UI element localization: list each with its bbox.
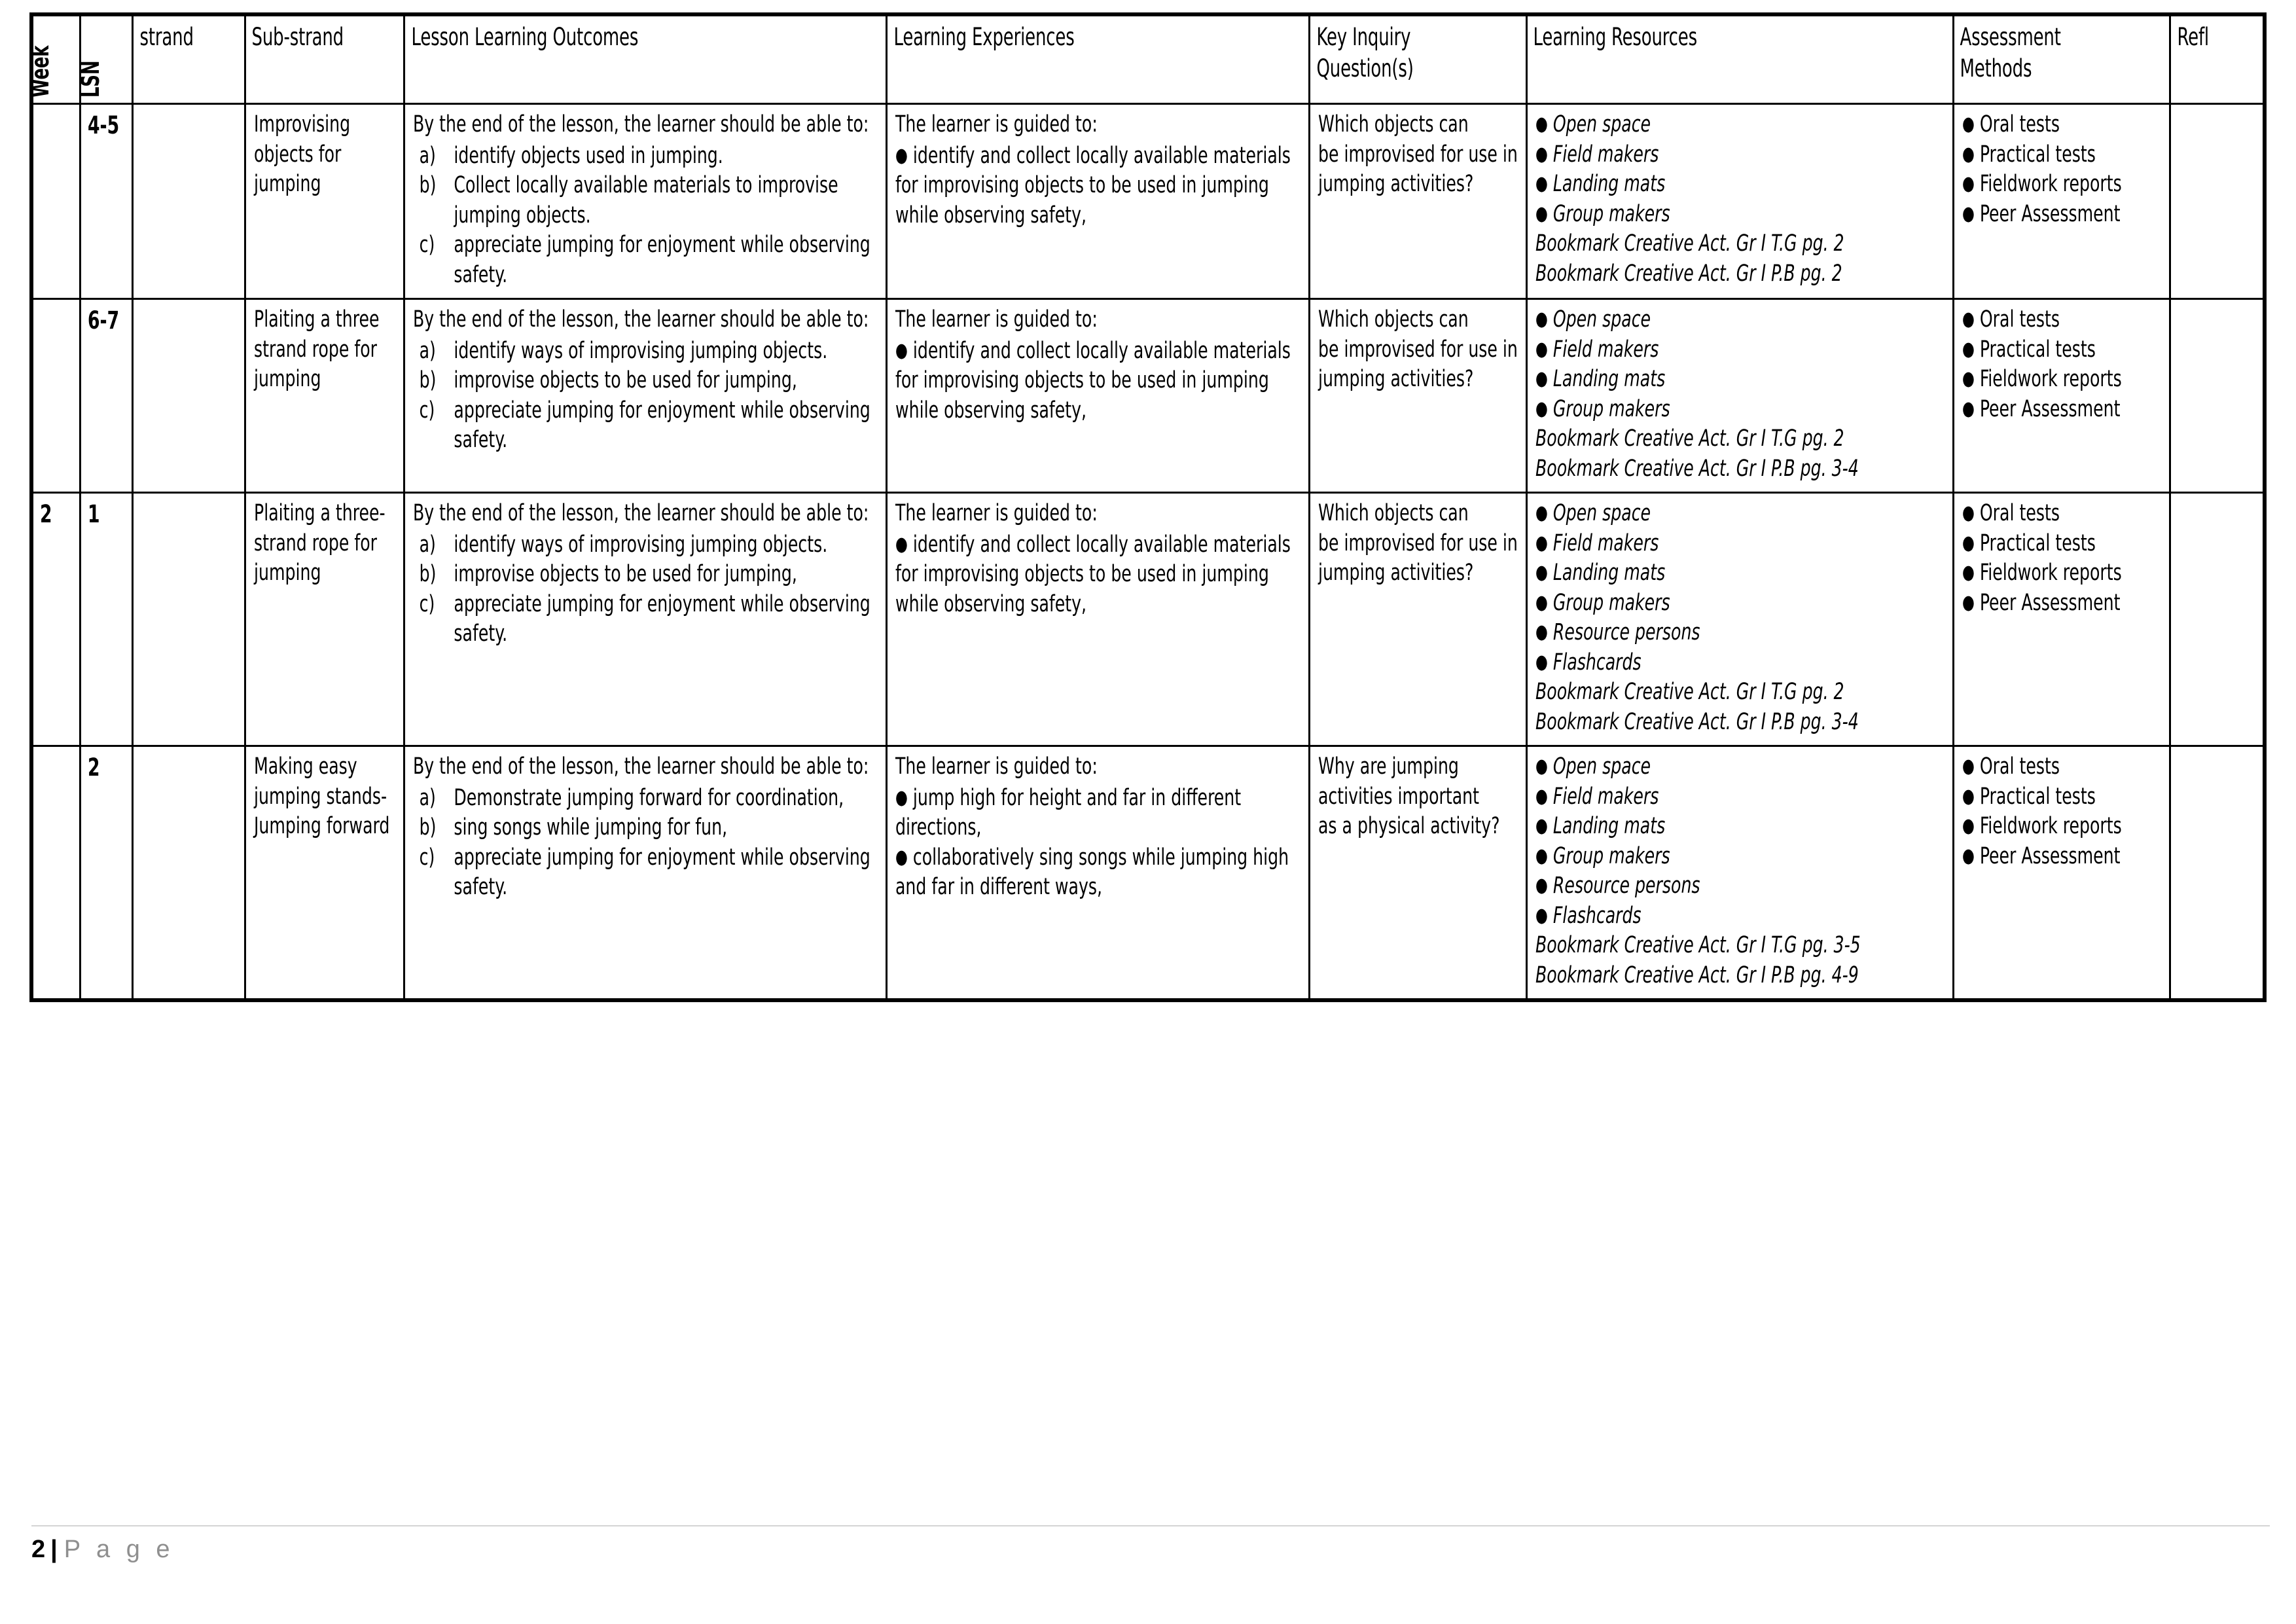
key-inquiry-line: as a physical activity? — [1318, 813, 1500, 839]
cell-learning-experiences — [887, 746, 1310, 1000]
resource-text: Field makers — [1552, 141, 1659, 168]
key-inquiry-line: be improvised for use in jumping activities? — [1318, 336, 1518, 392]
outcomes-list — [413, 530, 879, 649]
bullet-icon: ● — [895, 785, 908, 809]
cell-key-inquiry-question — [1310, 493, 1527, 746]
bullet-icon: ● — [1535, 172, 1548, 195]
resource-reference: Bookmark Creative Act. Gr I T.G pg. 2 — [1535, 230, 1844, 257]
key-inquiry-line: Why are jumping activities important — [1318, 753, 1480, 810]
assessment-text: Peer Assessment — [1979, 395, 2121, 422]
assessment-item — [1962, 110, 2163, 140]
experience-text: jump high for height and far in different directions, — [895, 784, 1242, 840]
outcomes-list — [413, 336, 879, 456]
resource-text: Field makers — [1552, 336, 1659, 363]
assessment-text: Fieldwork reports — [1979, 813, 2122, 839]
assessment-list — [1962, 110, 2163, 229]
bullet-icon: ● — [1535, 337, 1548, 361]
table-header-row — [33, 16, 2264, 104]
outcome-text: improvise objects to be used for jumping, — [454, 367, 797, 393]
assessment-text: Oral tests — [1979, 753, 2060, 780]
bullet-icon: ● — [1962, 561, 1975, 584]
experiences-intro: The learner is guided to: — [895, 306, 1098, 333]
assessment-list — [1962, 752, 2163, 871]
assessment-item — [1962, 305, 2163, 335]
assessment-text: Practical tests — [1979, 336, 2096, 363]
bullet-icon: ● — [1535, 561, 1548, 584]
table-row — [33, 746, 2264, 1000]
outcome-text: identify objects used in jumping. — [454, 142, 723, 169]
bullet-icon: ● — [1535, 113, 1548, 135]
outcomes-intro: By the end of the lesson, the learner should be able to: — [413, 306, 869, 333]
page-footer — [31, 1525, 2270, 1562]
bullet-icon: ● — [1962, 202, 1975, 225]
outcomes-intro: By the end of the lesson, the learner should be able to: — [413, 753, 869, 780]
assessment-text: Peer Assessment — [1979, 200, 2121, 227]
resource-text: Field makers — [1552, 783, 1659, 810]
resource-item — [1535, 365, 1946, 395]
assessment-text: Oral tests — [1979, 111, 2060, 137]
bullet-icon: ● — [1535, 874, 1548, 897]
resource-item — [1535, 618, 1946, 648]
resource-item — [1535, 170, 1946, 200]
bullet-icon: ● — [1535, 755, 1548, 778]
assessment-text: Oral tests — [1979, 306, 2060, 333]
outcome-marker: c) — [419, 232, 435, 258]
bullet-icon: ● — [1535, 650, 1548, 674]
outcome-item — [413, 560, 879, 590]
cell-lesson-learning-outcomes — [404, 746, 887, 1000]
assessment-text: Fieldwork reports — [1979, 171, 2122, 197]
assessment-item — [1962, 335, 2163, 365]
resource-item — [1535, 812, 1946, 842]
outcomes-intro: By the end of the lesson, the learner should be able to: — [413, 500, 869, 526]
outcome-marker: b) — [419, 561, 437, 587]
bullet-icon: ● — [1962, 531, 1975, 554]
experience-item — [895, 141, 1302, 231]
cell-refl — [2170, 746, 2264, 1000]
bullet-icon: ● — [1535, 202, 1548, 225]
key-inquiry-line: Which objects can — [1318, 500, 1469, 526]
cell-week — [33, 746, 81, 1000]
cell-key-inquiry-question — [1310, 746, 1527, 1000]
cell-learning-resources — [1526, 104, 1953, 299]
outcome-item — [413, 336, 879, 367]
outcome-text: appreciate jumping for enjoyment while observing safety. — [454, 397, 870, 453]
cell-assessment-methods — [1953, 104, 2170, 299]
cell-assessment-methods — [1953, 493, 2170, 746]
resource-text: Group makers — [1552, 200, 1670, 227]
cell-lesson-learning-outcomes — [404, 104, 887, 299]
outcome-item — [413, 366, 879, 396]
experience-item — [895, 784, 1302, 843]
resource-reference: Bookmark Creative Act. Gr I T.G pg. 3-5 — [1535, 932, 1861, 958]
assessment-item — [1962, 558, 2163, 588]
key-inquiry-line: be improvised for use in jumping activities? — [1318, 141, 1518, 197]
outcome-marker: a) — [419, 337, 437, 364]
assessment-item — [1962, 782, 2163, 812]
cell-learning-experiences — [887, 493, 1310, 746]
outcome-marker: c) — [419, 397, 435, 424]
outcomes-list — [413, 141, 879, 291]
resource-item — [1535, 558, 1946, 588]
bullet-icon: ● — [1962, 814, 1975, 837]
cell-lsn: 4-5 — [81, 104, 133, 299]
outcome-item — [413, 813, 879, 843]
outcome-text: appreciate jumping for enjoyment while observing safety. — [454, 844, 870, 900]
column-header-week-label: Week — [26, 45, 54, 98]
cell-sub-strand: Improvising objects for jumping — [245, 104, 404, 299]
assessment-item — [1962, 842, 2163, 872]
resource-reference: Bookmark Creative Act. Gr I P.B pg. 2 — [1535, 260, 1842, 287]
key-inquiry-line: Which objects can — [1318, 306, 1469, 333]
resource-text: Group makers — [1552, 589, 1670, 616]
footer-page-word: P a g e — [63, 1536, 175, 1563]
cell-refl — [2170, 493, 2264, 746]
column-header-assessment-methods: Assessment Methods — [1953, 16, 2123, 104]
experiences-intro: The learner is guided to: — [895, 111, 1098, 137]
cell-sub-strand: Plaiting a three strand rope for jumping — [245, 299, 404, 493]
table-row — [33, 299, 2264, 493]
assessment-item — [1962, 588, 2163, 619]
assessment-text: Fieldwork reports — [1979, 366, 2122, 392]
cell-assessment-methods — [1953, 299, 2170, 493]
outcome-marker: a) — [419, 142, 437, 169]
resource-item — [1535, 140, 1946, 170]
resource-item — [1535, 648, 1946, 678]
experiences-list — [895, 336, 1302, 426]
outcome-text: identify ways of improvising jumping objects. — [454, 531, 828, 558]
experience-text: identify and collect locally available materials for improvising objects to be used in jumping while observing safety, — [895, 531, 1291, 617]
column-header-lsn-label: LSN — [76, 60, 105, 98]
outcome-marker: b) — [419, 172, 437, 198]
assessment-item — [1962, 395, 2163, 425]
bullet-icon: ● — [1535, 397, 1548, 420]
experiences-intro: The learner is guided to: — [895, 753, 1098, 780]
bullet-icon: ● — [895, 845, 908, 869]
cell-learning-experiences — [887, 299, 1310, 493]
table-row — [33, 104, 2264, 299]
cell-lsn: 1 — [81, 493, 133, 746]
resource-text: Open space — [1552, 500, 1651, 526]
resource-text: Open space — [1552, 306, 1651, 333]
assessment-list — [1962, 305, 2163, 424]
bullet-icon: ● — [895, 338, 908, 362]
assessment-text: Practical tests — [1979, 530, 2096, 556]
resource-text: Resource persons — [1552, 619, 1700, 645]
bullet-icon: ● — [1962, 755, 1975, 778]
resource-reference: Bookmark Creative Act. Gr I P.B pg. 4-9 — [1535, 962, 1859, 988]
cell-learning-resources — [1526, 299, 1953, 493]
cell-key-inquiry-question — [1310, 104, 1527, 299]
column-header-learning-resources: Learning Resources — [1526, 16, 1859, 104]
resource-text: Landing mats — [1552, 560, 1666, 586]
bullet-icon: ● — [1535, 784, 1548, 808]
resource-text: Landing mats — [1552, 366, 1666, 392]
resource-item — [1535, 782, 1946, 812]
resource-text: Group makers — [1552, 395, 1670, 422]
outcome-text: identify ways of improvising jumping objects. — [454, 337, 828, 364]
footer-page-number: 2 — [31, 1536, 46, 1563]
outcome-marker: b) — [419, 814, 437, 840]
column-header-lsn — [76, 16, 133, 104]
resource-item — [1535, 499, 1946, 529]
resource-text: Open space — [1552, 753, 1651, 780]
resource-item — [1535, 529, 1946, 559]
assessment-item — [1962, 200, 2163, 230]
cell-key-inquiry-question — [1310, 299, 1527, 493]
bullet-icon: ● — [1962, 590, 1975, 614]
cell-lesson-learning-outcomes — [404, 299, 887, 493]
assessment-text: Peer Assessment — [1979, 589, 2121, 616]
assessment-list — [1962, 499, 2163, 618]
outcome-item — [413, 590, 879, 649]
experiences-list — [895, 530, 1302, 620]
bullet-icon: ● — [1962, 142, 1975, 166]
assessment-text: Practical tests — [1979, 783, 2096, 810]
resource-reference: Bookmark Creative Act. Gr I P.B pg. 3-4 — [1535, 455, 1859, 482]
experience-text: identify and collect locally available materials for improvising objects to be used in jumping while observing safety, — [895, 337, 1291, 424]
outcome-item — [413, 843, 879, 903]
footer-text — [31, 1537, 2270, 1562]
bullet-icon: ● — [895, 143, 908, 167]
resource-text: Resource persons — [1552, 873, 1700, 899]
resource-item — [1535, 901, 1946, 931]
resources-list — [1535, 499, 1946, 677]
outcome-item — [413, 530, 879, 560]
resource-reference: Bookmark Creative Act. Gr I T.G pg. 2 — [1535, 679, 1844, 705]
column-header-sub-strand: Sub-strand — [245, 16, 369, 104]
resource-text: Field makers — [1552, 530, 1659, 556]
cell-week — [33, 299, 81, 493]
experience-text: collaboratively sing songs while jumping high and far in different ways, — [895, 844, 1289, 900]
bullet-icon: ● — [1535, 844, 1548, 867]
cell-lsn: 6-7 — [81, 299, 133, 493]
experience-item — [895, 843, 1302, 903]
bullet-icon: ● — [1535, 531, 1548, 554]
table-row — [33, 493, 2264, 746]
assessment-item — [1962, 752, 2163, 782]
cell-assessment-methods — [1953, 746, 2170, 1000]
cell-sub-strand: Making easy jumping stands-Jumping forward — [245, 746, 404, 1000]
key-inquiry-line: Which objects can — [1318, 111, 1469, 137]
cell-learning-resources — [1526, 493, 1953, 746]
assessment-item — [1962, 529, 2163, 559]
outcome-marker: a) — [419, 531, 437, 558]
assessment-item — [1962, 365, 2163, 395]
resources-list — [1535, 752, 1946, 931]
column-header-strand: strand — [133, 16, 221, 104]
outcomes-list — [413, 784, 879, 903]
cell-learning-experiences — [887, 104, 1310, 299]
bullet-icon: ● — [1535, 501, 1548, 524]
experience-item — [895, 336, 1302, 426]
outcome-text: sing songs while jumping for fun, — [454, 814, 728, 840]
bullet-icon: ● — [1962, 844, 1975, 867]
column-header-lesson-learning-outcomes: Lesson Learning Outcomes — [404, 16, 781, 104]
bullet-icon: ● — [1535, 142, 1548, 166]
bullet-icon: ● — [1962, 397, 1975, 420]
resource-item — [1535, 752, 1946, 782]
bullet-icon: ● — [1535, 903, 1548, 927]
resource-item — [1535, 110, 1946, 140]
footer-divider — [31, 1525, 2270, 1526]
assessment-item — [1962, 140, 2163, 170]
cell-strand — [133, 104, 245, 299]
column-header-learning-experiences: Learning Experiences — [887, 16, 1217, 104]
assessment-text: Fieldwork reports — [1979, 560, 2122, 586]
bullet-icon: ● — [1535, 308, 1548, 331]
cell-learning-resources — [1526, 746, 1953, 1000]
cell-lesson-learning-outcomes — [404, 493, 887, 746]
outcome-marker: c) — [419, 590, 435, 617]
outcome-item — [413, 230, 879, 290]
assessment-text: Practical tests — [1979, 141, 2096, 168]
resource-item — [1535, 200, 1946, 230]
resource-text: Group makers — [1552, 842, 1670, 869]
outcome-marker: c) — [419, 844, 435, 871]
outcomes-intro: By the end of the lesson, the learner should be able to: — [413, 111, 869, 137]
assessment-text: Peer Assessment — [1979, 842, 2121, 869]
outcome-item — [413, 396, 879, 456]
resource-reference: Bookmark Creative Act. Gr I T.G pg. 2 — [1535, 425, 1844, 452]
cell-refl — [2170, 104, 2264, 299]
bullet-icon: ● — [1962, 113, 1975, 135]
resource-text: Flashcards — [1552, 649, 1641, 676]
bullet-icon: ● — [1535, 367, 1548, 390]
bullet-icon: ● — [1962, 172, 1975, 195]
resources-list — [1535, 305, 1946, 424]
bullet-icon: ● — [1535, 590, 1548, 614]
cell-lsn: 2 — [81, 746, 133, 1000]
experience-item — [895, 530, 1302, 620]
resource-item — [1535, 588, 1946, 619]
cell-strand — [133, 493, 245, 746]
cell-sub-strand: Plaiting a three-strand rope for jumping — [245, 493, 404, 746]
column-header-refl: Refl — [2170, 16, 2244, 104]
outcome-item — [413, 141, 879, 171]
experiences-intro: The learner is guided to: — [895, 500, 1098, 526]
outcome-text: appreciate jumping for enjoyment while observing safety. — [454, 232, 870, 288]
bullet-icon: ● — [1535, 621, 1548, 643]
resource-item — [1535, 335, 1946, 365]
outcome-text: Demonstrate jumping forward for coordination, — [454, 784, 844, 811]
resources-list — [1535, 110, 1946, 229]
resource-item — [1535, 842, 1946, 872]
resource-text: Landing mats — [1552, 813, 1666, 839]
outcome-item — [413, 784, 879, 814]
bullet-icon: ● — [1535, 814, 1548, 837]
bullet-icon: ● — [1962, 367, 1975, 390]
outcome-marker: a) — [419, 784, 437, 811]
resource-text: Landing mats — [1552, 171, 1666, 197]
experiences-list — [895, 141, 1302, 231]
cell-week — [33, 104, 81, 299]
scheme-of-work-table — [26, 14, 2265, 1000]
bullet-icon: ● — [1962, 308, 1975, 331]
assessment-item — [1962, 812, 2163, 842]
cell-strand — [133, 746, 245, 1000]
bullet-icon: ● — [1962, 501, 1975, 524]
cell-week: 2 — [33, 493, 81, 746]
bullet-icon: ● — [1962, 337, 1975, 361]
resource-item — [1535, 305, 1946, 335]
outcome-text: appreciate jumping for enjoyment while observing safety. — [454, 590, 870, 647]
column-header-week — [26, 16, 81, 104]
footer-separator: | — [50, 1536, 58, 1563]
assessment-text: Oral tests — [1979, 500, 2060, 526]
assessment-item — [1962, 170, 2163, 200]
experiences-list — [895, 784, 1302, 903]
cell-refl — [2170, 299, 2264, 493]
outcome-text: improvise objects to be used for jumping, — [454, 561, 797, 587]
resource-text: Open space — [1552, 111, 1651, 137]
bullet-icon: ● — [895, 532, 908, 556]
resource-reference: Bookmark Creative Act. Gr I P.B pg. 3-4 — [1535, 708, 1859, 735]
outcome-marker: b) — [419, 367, 437, 393]
outcome-item — [413, 171, 879, 230]
column-header-key-inquiry-questions: Key Inquiry Question(s) — [1310, 16, 1479, 104]
bullet-icon: ● — [1962, 784, 1975, 808]
resource-item — [1535, 871, 1946, 901]
key-inquiry-line: be improvised for use in jumping activities? — [1318, 530, 1518, 586]
cell-strand — [133, 299, 245, 493]
assessment-item — [1962, 499, 2163, 529]
outcome-text: Collect locally available materials to improvise jumping objects. — [454, 172, 838, 228]
experience-text: identify and collect locally available materials for improvising objects to be used in jumping while observing safety, — [895, 142, 1291, 228]
resource-item — [1535, 395, 1946, 425]
resource-text: Flashcards — [1552, 902, 1641, 929]
